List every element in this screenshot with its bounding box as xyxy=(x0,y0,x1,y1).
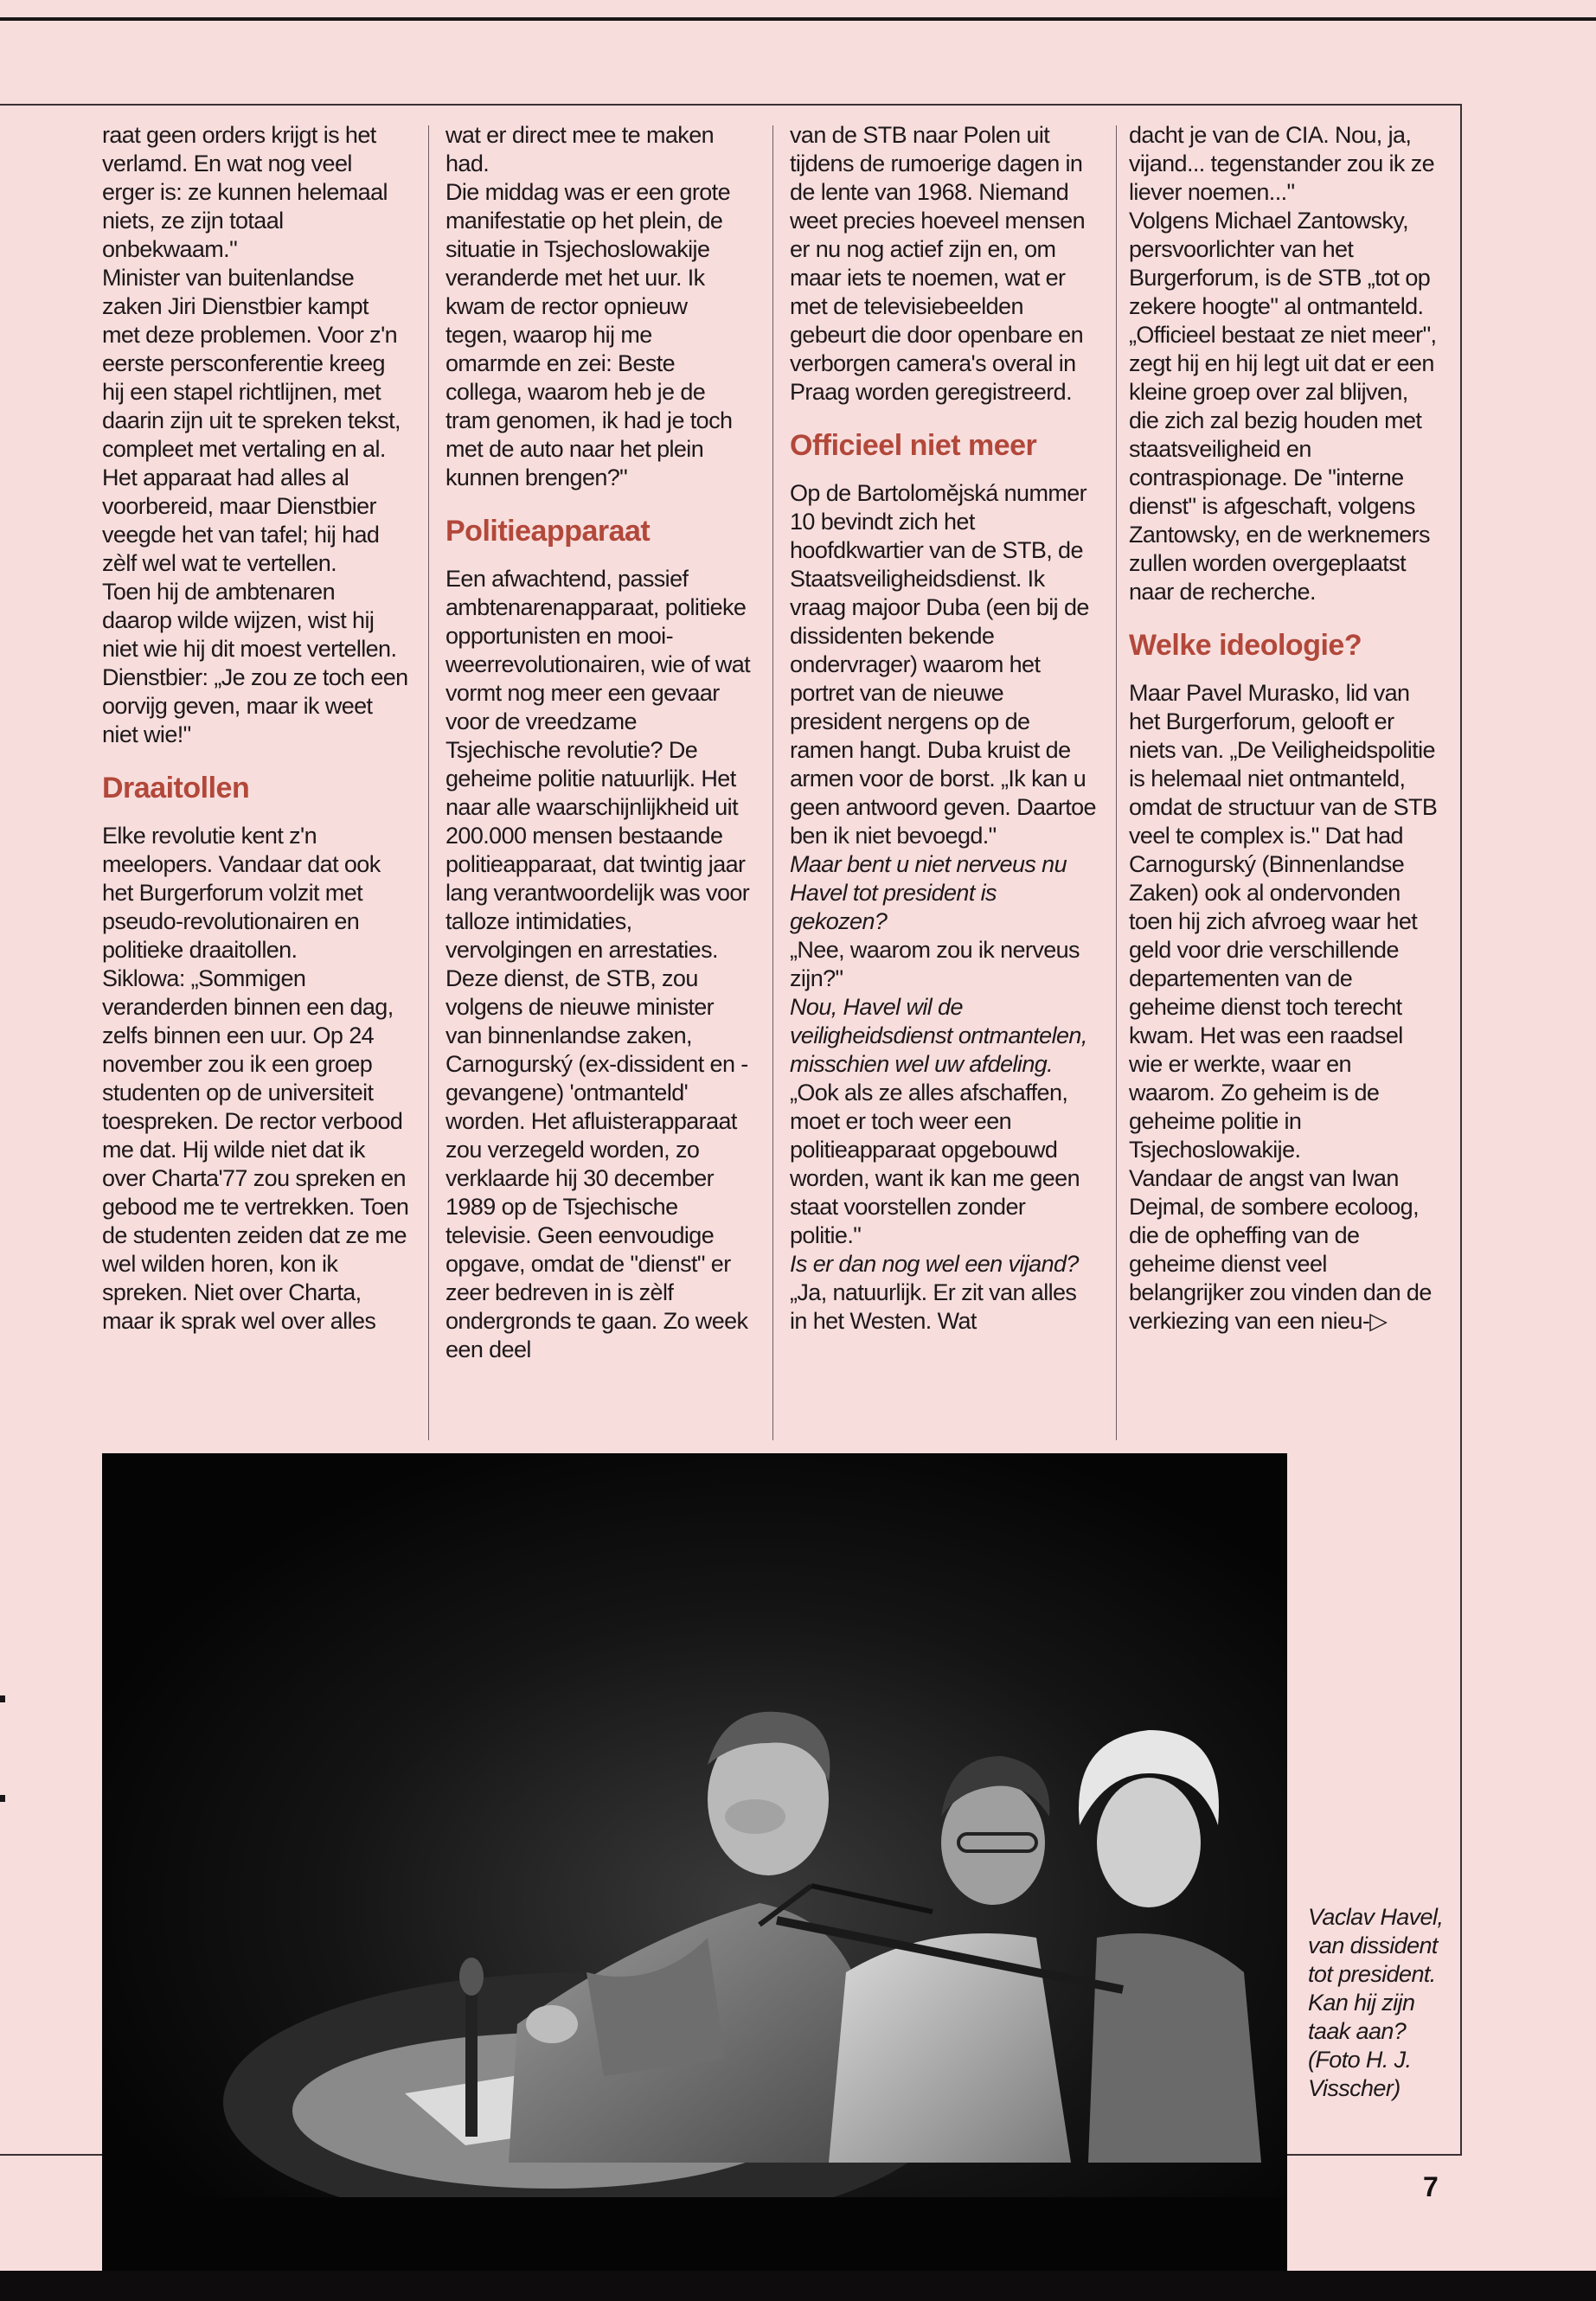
photo-caption: Vaclav Havel, van dissident tot president. Kan hij zijn taak aan? (Foto H. J. Visscher) xyxy=(1308,1904,1444,2101)
interview-question: Nou, Havel wil de veiligheidsdienst ontmantelen, misschien wel uw afdeling. xyxy=(790,994,1087,1077)
paragraph: Siklowa: „Sommigen veranderden binnen een dag, zelfs binnen een uur. Op 24 november zou ik een groep studenten op de universiteit toespreken. De rector verbood me dat. Hij wilde niet dat ik over Charta'77 zou spreken en gebood me te vertrekken. Toen de studenten zeiden dat ze me wel wilden horen, kon ik spreken. Niet over Charta, maar ik sprak wel over alles xyxy=(102,965,409,1334)
article-column-3 xyxy=(790,121,1097,1445)
section-heading: Officieel niet meer xyxy=(790,429,1037,462)
paragraph: wat er direct mee te maken had. xyxy=(445,122,715,176)
paragraph: Volgens Michael Zantowsky, persvoorlichter van het Burgerforum, is de STB „tot op zekere hoogte" al ontmanteld. „Officieel bestaat ze niet meer", zegt hij en hij legt uit dat er een kleine groep over zal blijven, die zich zal bezig houden met staatsveiligheid en contraspionage. De "interne dienst" is afgeschaft, volgens Zantowsky, en de werknemers zullen worden overgeplaatst naar de recherche. xyxy=(1129,208,1437,605)
column-divider xyxy=(428,125,429,1440)
top-page-edge xyxy=(0,0,1596,21)
column-divider xyxy=(772,125,773,1440)
paragraph: Op de Bartolomějská nummer 10 bevindt zich het hoofdkwartier van de STB, de Staatsveiligheidsdienst. Ik vraag majoor Duba (een bij de dissidenten bekende ondervrager) waarom het portret van de nieuwe president nergens op de ramen hangt. Duba kruist de armen voor de borst. „Ik kan u geen antwoord geven. Daartoe ben ik niet bevoegd." xyxy=(790,480,1096,849)
article-column-4 xyxy=(1129,121,1440,1445)
column-divider xyxy=(1116,125,1117,1440)
page-number: 7 xyxy=(1423,2171,1439,2202)
paragraph: Minister van buitenlandse zaken Jiri Dienstbier kampt met deze problemen. Voor z'n eerste persconferentie kreeg hij een stapel richtlijnen, met daarin zijn uit te spreken tekst, compleet met vertaling en al. Het apparaat had alles al voorbereid, maar Dienstbier veegde het van tafel; hij had zèlf wel wat te vertellen. xyxy=(102,265,401,576)
paragraph: „Ook als ze alles afschaffen, moet er toch weer een politieapparaat opgebouwd worden, want ik kan me geen staat voorstellen zonder politie." xyxy=(790,1080,1080,1248)
top-rule xyxy=(0,104,1462,106)
paragraph: dacht je van de CIA. Nou, ja, vijand... tegenstander zou ik ze liever noemen..." xyxy=(1129,122,1435,205)
interview-question: Is er dan nog wel een vijand? xyxy=(790,1251,1079,1277)
paragraph: „Nee, waarom zou ik nerveus zijn?" xyxy=(790,937,1080,991)
interview-question: Maar bent u niet nerveus nu Havel tot president is gekozen? xyxy=(790,851,1067,934)
paragraph: Toen hij de ambtenaren daarop wilde wijzen, wist hij niet wie hij dit moest vertellen. Dienstbier: „Je zou ze toch een oorvijg geven, maar ik weet niet wie!" xyxy=(102,579,408,747)
paragraph: Elke revolutie kent z'n meelopers. Vandaar dat ook het Burgerforum volzit met pseudo-revolutionairen en politieke draaitollen. xyxy=(102,823,381,963)
paragraph: Maar Pavel Murasko, lid van het Burgerforum, gelooft er niets van. „De Veiligheidspolitie is helemaal niet ontmanteld, omdat de structuur van de STB veel te complex is." Dat had Carnogurský (Binnenlandse Zaken) ook al ondervonden toen hij zich afvroeg waar het geld voor drie verschillende departementen van de geheime dienst toch terecht kwam. Het was een raadsel wie er werkte, waar en waarom. Zo geheim is de geheime politie in Tsjechoslowakije. xyxy=(1129,680,1438,1163)
paragraph: Die middag was er een grote manifestatie op het plein, de situatie in Tsjechoslowakije veranderde met het uur. Ik kwam de rector opnieuw tegen, waarop hij me omarmde en zei: Beste collega, waarom heb je de tram genomen, ik had je toch met de auto naar het plein kunnen brengen?" xyxy=(445,179,733,490)
section-heading: Politieapparaat xyxy=(445,515,651,548)
edge-mark xyxy=(0,1795,5,1802)
article-column-1 xyxy=(102,121,409,1445)
paragraph: Vandaar de angst van Iwan Dejmal, de sombere ecoloog, die de opheffing van de geheime dienst veel belangrijker zou vinden dan de verkiezing van een nieu-▷ xyxy=(1129,1165,1432,1334)
section-heading: Welke ideologie? xyxy=(1129,629,1362,662)
section-heading: Draaitollen xyxy=(102,772,250,804)
right-rule xyxy=(1460,104,1462,2154)
paragraph: van de STB naar Polen uit tijdens de rumoerige dagen in de lente van 1968. Niemand weet precies hoeveel mensen er nu nog actief zijn en, om maar iets te noemen, wat er met de televisiebeelden gebeurt die door openbare en verborgen camera's overal in Praag worden geregistreerd. xyxy=(790,122,1086,405)
paragraph: raat geen orders krijgt is het verlamd. En wat nog veel erger is: ze kunnen helemaal niets, ze zijn totaal onbekwaam." xyxy=(102,122,388,262)
havel-press-photo xyxy=(102,1453,1287,2271)
paragraph: „Ja, natuurlijk. Er zit van alles in het Westen. Wat xyxy=(790,1279,1077,1334)
paragraph: Deze dienst, de STB, zou volgens de nieuwe minister van binnenlandse zaken, Carnogurský (ex-dissident en -gevangene) 'ontmanteld' worden. Het afluisterapparaat zou verzegeld worden, zo verklaarde hij 30 december 1989 op de Tsjechische televisie. Geen eenvoudige opgave, omdat de "dienst" er zeer bedreven in is zèlf ondergronds te gaan. Zo week een deel xyxy=(445,965,748,1362)
article-column-2 xyxy=(445,121,753,1445)
paragraph: Een afwachtend, passief ambtenarenapparaat, politieke opportunisten en mooi-weerrevolutionairen, wie of wat vormt nog meer een gevaar voor de vreedzame Tsjechische revolutie? De geheime politie natuurlijk. Het naar alle waarschijnlijkheid uit 200.000 mensen bestaande politieapparaat, dat twintig jaar lang verantwoordelijk was voor talloze intimidaties, vervolgingen en arrestaties. xyxy=(445,566,751,963)
bottom-page-edge xyxy=(0,2271,1596,2301)
edge-mark xyxy=(0,1695,5,1702)
